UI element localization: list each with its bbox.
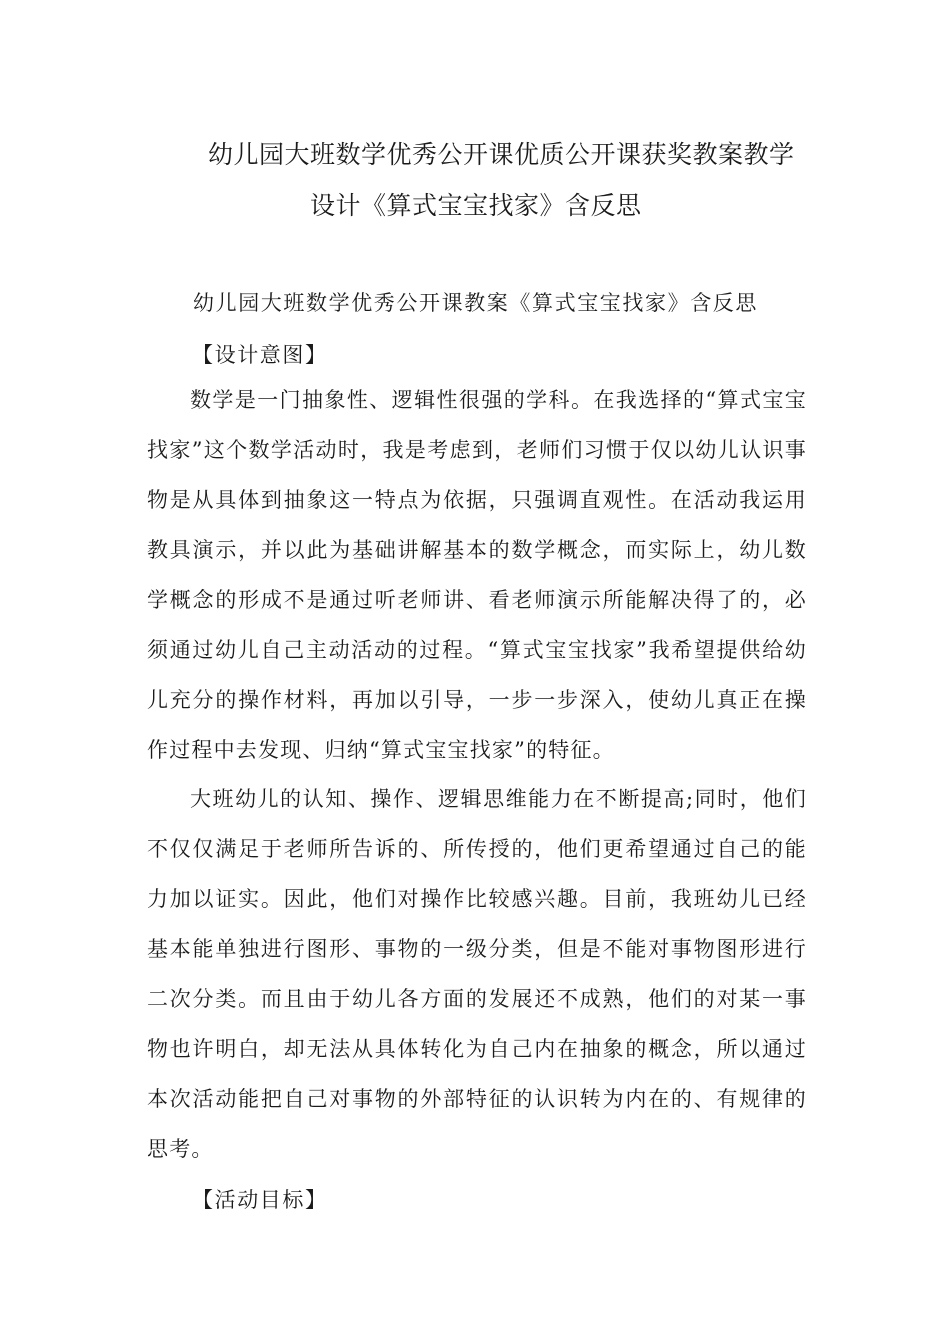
paragraph-class-analysis: 大班幼儿的认知、操作、逻辑思维能力在不断提高;同时，他们不仅仅满足于老师所告诉的、所传授的，他们更希望通过自己的能力加以证实。因此，他们对操作比较感兴趣。目前，我班幼儿已经基本能单独进行图形、事物的一级分类，但是不能对事物图形进行二次分类。而且由于幼儿各方面的发展还不成熟，他们的对某一事物也许明白，却无法从具体转化为自己内在抽象的概念，所以通过本次活动能把自己对事物的外部特征的认识转为内在的、有规律的思考。 [147,787,807,1161]
document-title-line-2: 设计《算式宝宝找家》含反思 [310,191,642,220]
document-subtitle: 幼儿园大班数学优秀公开课教案《算式宝宝找家》含反思 [193,291,758,315]
section-heading-design-intent: 【设计意图】 [192,343,328,367]
document-title-line-1: 幼儿园大班数学优秀公开课优质公开课获奖教案教学 [208,140,795,169]
section-heading-activity-goals: 【活动目标】 [192,1188,328,1212]
paragraph-design-intent: 数学是一门抽象性、逻辑性很强的学科。在我选择的“算式宝宝找家”这个数学活动时，我是考虑到，老师们习惯于仅以幼儿认识事物是从具体到抽象这一特点为依据，只强调直观性。在活动我运用教具演示，并以此为基础讲解基本的数学概念，而实际上，幼儿数学概念的形成不是通过听老师讲、看老师演示所能解决得了的，必须通过幼儿自己主动活动的过程。“算式宝宝找家”我希望提供给幼儿充分的操作材料，再加以引导，一步一步深入，使幼儿真正在操作过程中去发现、归纳“算式宝宝找家”的特征。 [147,388,807,762]
